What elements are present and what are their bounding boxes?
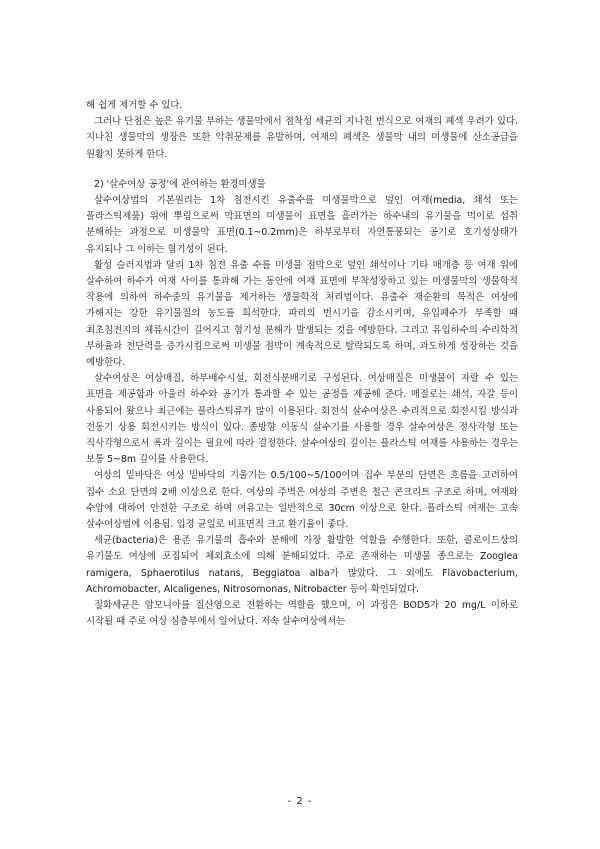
paragraph-continued: 해 쉽게 제거할 수 있다. bbox=[86, 100, 183, 111]
paragraph-bacteria: 세균(bacteria)은 용존 유기물의 흡수와 분해에 가장 활발한 역할을 수행한다. 또한, 콜로이드상의 유기물도 여상에 포집되어 체외효소에 의해 분해되었다. 주로 존재하는 미생물 종으로는 Zooglea ramigera, Sphaerotilus natans, Beggiatoa alba가 많았다. 그 외에도 Flavobacterium, Achromobacter, Alcaligenes, Nitrosomonas, Nitrobacter 등이 확인되었다. bbox=[86, 535, 518, 595]
paragraph-filter-bottom: 여상의 밑바닥은 여상 밑바닥의 기울기는 0.5/100~5/100이며 집수 부분의 단면은 흐름을 고려하여 집수 소요 단면의 2배 이상으로 한다. 여상의 주벽은 여상의 주변은 철근 콘크리트 구조로 하며, 여재와 수압에 대하여 안전한 구조로 하며 여유고는 일반적으로 30cm 이상으로 한다. 플라스틱 여재는 고속 살수여상법에 이용됨. 입경 균일로 비표면적 크고 환기율이 좋다. bbox=[86, 470, 518, 531]
page-number: - 2 - bbox=[287, 796, 313, 807]
paragraph-components: 살수여상은 여상매질, 하부배수시설, 회전식분배기로 구성된다. 여상매질은 미생물이 자랄 수 있는 표면을 제공함과 아울러 하수와 공기가 통과할 수 있는 공정을 제공해 준다. 매질로는 쇄석, 자갈 등이 사용되어 왔으나 최근에는 플라스틱류가 많이 이용된다. 회전식 살수여상은 수리적으로 회전시킴 방식과 전동기 상용 회전시키는 방식이 있다. 종방향 이동식 살수기를 사용할 경우 살수여상은 정사각형 또는 직사각형으로서 폭과 깊이는 필요에 따라 결정한다. 살수여상의 깊이는 플라스틱 여재를 사용하는 경우는 보통 5~8m 깊이를 사용한다. bbox=[86, 373, 518, 466]
document-body bbox=[86, 98, 518, 631]
paragraph-disadvantages: 그러나 단점은 높은 유기물 부하는 생물막에서 점착성 세균의 지나친 번식으로 여재의 폐색 우려가 있다. 지나친 생물막의 생장은 또한 악취문제를 유발하며, 여재의 폐색은 생물막 내의 미생물에 산소공급을 원활치 못하게 한다. bbox=[86, 116, 518, 160]
paragraph-comparison-activated-sludge: 활성 슬러지법과 달리 1차 침전 유출 수를 미생물 점막으로 덮인 쇄석이나 기타 매개층 등 여재 위에 살수하여 하수가 여재 사이를 통과해 가는 동안에 여재 표면에 부착성장하고 있는 미생물막의 생물학적 작용에 의하여 하수중의 유기물을 제거하는 생물학적 처리법이다. 유출수 재순환의 목적은 여상에 가해지는 강한 유기물질의 농도를 희석한다. 파리의 번시기을 감소시키며, 유입폐수가 부족할 때 최초침전지의 체류시간이 길어지고 혐기성 분해가 발생되는 것을 예방한다. 그리고 유입하수의 수리학적 부하율과 전단력을 증가시킴으로써 미생물 점막이 계속적으로 탈락되도록 하며, 과도하게 성장하는 것을 예방한다. bbox=[86, 259, 518, 369]
paragraph-nitrifying-bacteria: 질화세균은 암모니아를 질산염으로 전환하는 역할을 했으며, 이 과정은 BOD5가 20 mg/L 이하로 시작될 때 주로 여상 심층부에서 일어났다. 저속 살수여상에서는 bbox=[86, 600, 518, 628]
section-heading-trickling-filter: 2) '살수여상 공정'에 관여하는 환경미생물 bbox=[94, 178, 266, 190]
paragraph-basic-principle: 살수여상법의 기본원리는 1차 침전시킨 유출수를 미생물막으로 덮인 여재(media, 쇄석 또는 플라스틱제품) 위에 뿌림으로써 막표면의 미생물이 표면을 흘러가는 하수내의 유기물을 먹이로 섭취 분해하는 과정으로 미생물막 표면(0.1~0.2mm)은 하부로부터 자연통풍되는 공기로 호기성상태가 유지되나 그 이하는 혐기성이 된다. bbox=[86, 195, 518, 255]
